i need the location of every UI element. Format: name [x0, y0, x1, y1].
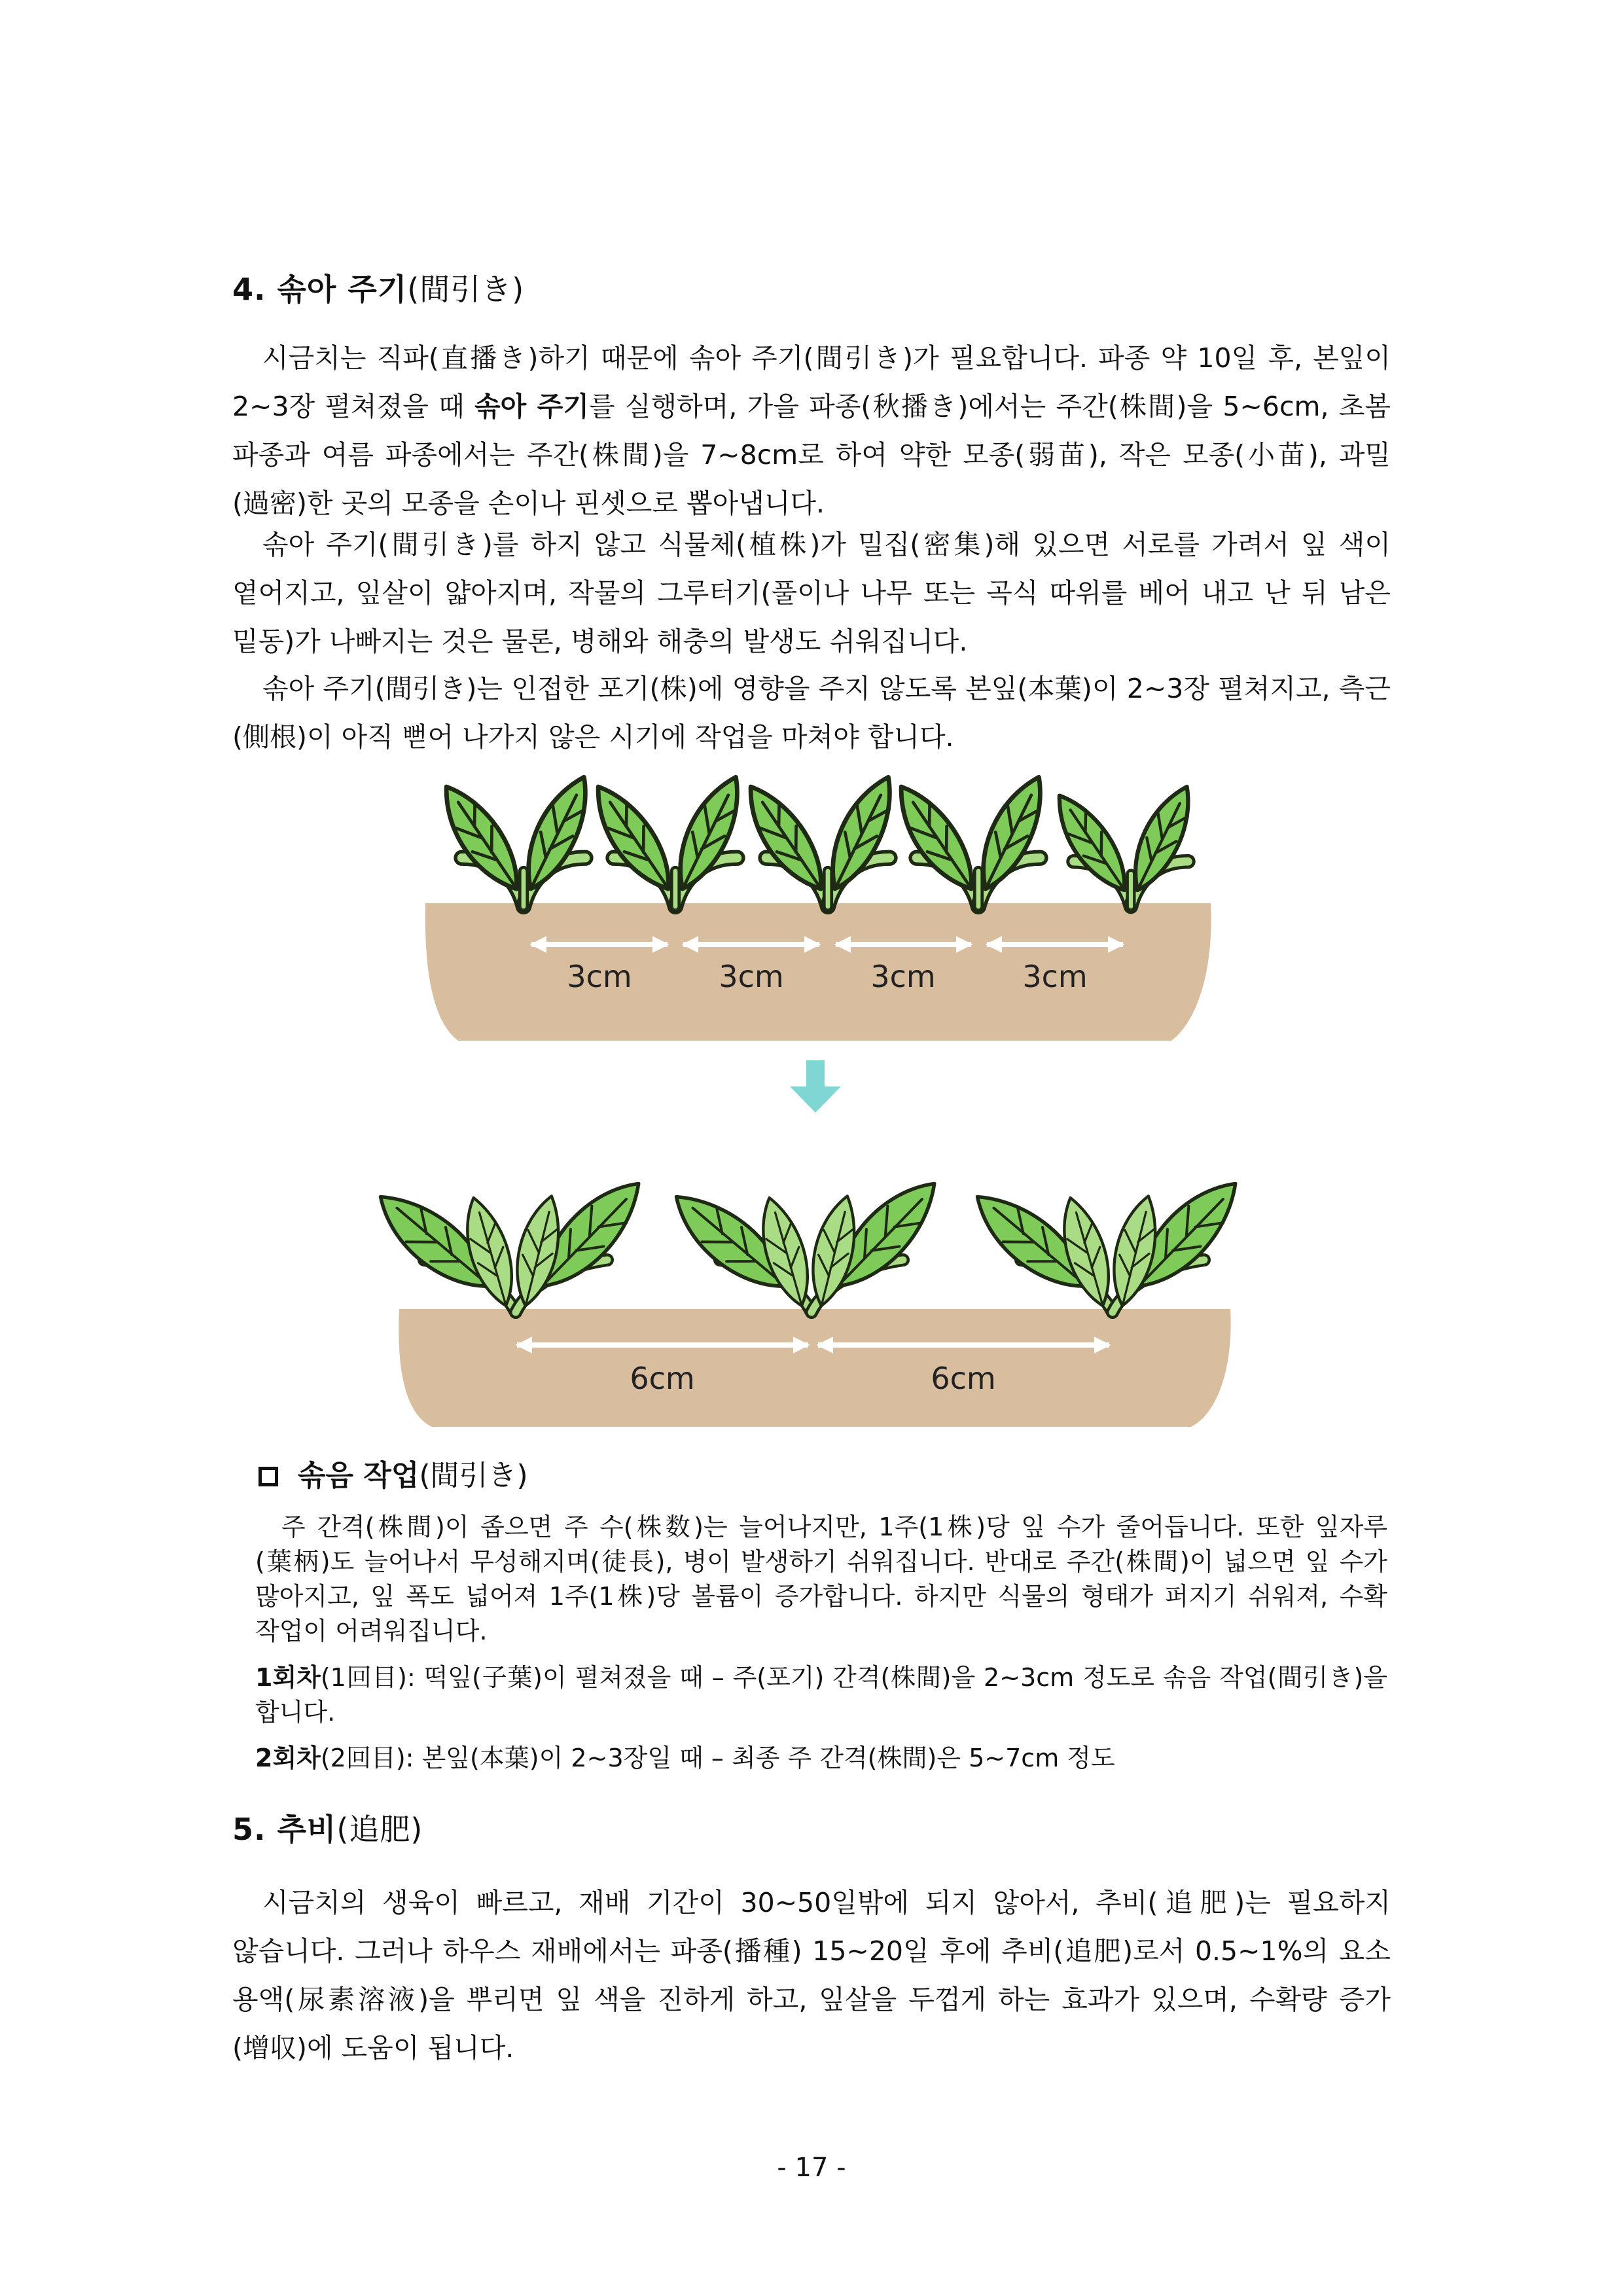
soil-after — [399, 1309, 1230, 1427]
round-1-label: 1회차 — [255, 1663, 321, 1692]
round-2-text: (2回目): 본잎(本葉)이 2~3장일 때 – 최종 주 간격(株間)은 5~7cm 정도 — [320, 1744, 1115, 1772]
para1-bold-term: 솎아 주기 — [474, 391, 590, 422]
grown-plant-3 — [964, 1169, 1254, 1312]
thinning-illustration — [0, 759, 1623, 1446]
round-1-note — [255, 1660, 1387, 1730]
section-4-number: 4. — [232, 272, 266, 307]
spacing-label-4: 3cm — [1022, 959, 1088, 994]
section-4-title-paren: (間引き) — [407, 272, 525, 307]
section-4-paragraph-1 — [232, 334, 1391, 528]
down-arrow-icon — [790, 1060, 841, 1113]
spacing-label-after-1: 6cm — [630, 1361, 695, 1396]
box-title-paren: (間引き) — [419, 1459, 528, 1492]
round-1-text: (1回目): 떡잎(子葉)이 펼쳐졌을 때 – 주(포기) 간격(株間)을 2~3cm 정도로 솎음 작업(間引き)을 합니다. — [255, 1663, 1387, 1727]
spacing-label-after-2: 6cm — [931, 1361, 996, 1396]
spacing-label-1: 3cm — [567, 959, 632, 994]
spacing-label-3: 3cm — [870, 959, 936, 994]
section-5-title-paren: (追肥) — [336, 1812, 423, 1847]
seedling-1 — [432, 769, 603, 906]
page-number: - 17 - — [777, 2153, 846, 2183]
section-4-title: 솎아 주기 — [277, 272, 408, 307]
para1-text-c: 를 실행하며, 가을 파종(秋播き)에서는 주간(株間)을 5~6cm, 초봄 파종과 여름 파종에서는 주간(株間)을 7~8cm로 하여 약한 모종(弱苗), 작은 모종(小苗), 과밀(過密)한 곳의 모종을 손이나 핀셋으로 뽑아냅니다. — [232, 391, 1391, 519]
box-title-bold: 솎음 작업 — [298, 1459, 419, 1492]
spacing-label-2: 3cm — [719, 959, 784, 994]
para1-text-a: 시금치는 직파(直播き)하기 때문에 솎아 주기(間引き)가 필요합니다. 파종 약 10일 후, 본잎이 2~3장 펼쳐졌을 때 — [232, 342, 1391, 422]
section-5-number: 5. — [232, 1812, 266, 1847]
seedling-3 — [736, 769, 908, 906]
grown-plant-2 — [663, 1169, 953, 1312]
box-paragraph: 주 간격(株間)이 좁으면 주 수(株数)는 늘어나지만, 1주(1株)당 잎 수가 줄어듭니다. 또한 잎자루(葉柄)도 늘어나서 무성해지며(徒長), 병이 발생하기 쉬워집니다. 반대로 주간(株間)이 넓으면 잎 수가 많아지고, 잎 폭도 넓어져 1주(1株)당 볼륨이 증가합니다. 하지만 식물의 형태가 퍼지기 쉬워져, 수확 작업이 어려워집니다. — [255, 1513, 1387, 1645]
round-2-note — [255, 1741, 1387, 1776]
round-2-label: 2회차 — [255, 1744, 321, 1772]
section-5-paragraph: 시금치의 생육이 빠르고, 재배 기간이 30~50일밖에 되지 않아서, 추비(追肥)는 필요하지 않습니다. 그러나 하우스 재배에서는 파종(播種) 15~20일 후에 추비(追肥)로서 0.5~1%의 요소 용액(尿素溶液)을 뿌리면 잎 색을 진하게 하고, 잎살을 두껍게 하는 효과가 있으며, 수확량 증가(增収)에 도움이 됩니다. — [232, 1887, 1391, 2064]
seedling-2 — [584, 769, 755, 906]
section-5-heading — [232, 1810, 423, 1849]
section-4-paragraph-3: 솎아 주기(間引き)는 인접한 포기(株)에 영향을 주지 않도록 본잎(本葉)이 2~3장 펼쳐지고, 측근(側根)이 아직 뻗어 나가지 않은 시기에 작업을 마쳐야 합니다. — [232, 673, 1391, 753]
square-bullet-icon — [259, 1467, 278, 1486]
seedling-4 — [887, 769, 1058, 906]
seedling-5 — [1046, 779, 1205, 906]
section-4-heading — [232, 270, 524, 309]
thinning-box-title — [259, 1456, 528, 1496]
soil-before — [425, 903, 1211, 1041]
section-4-paragraph-2: 솎아 주기(間引き)를 하지 않고 식물체(植株)가 밀집(密集)해 있으면 서로를 가려서 잎 색이 옅어지고, 잎살이 얇아지며, 작물의 그루터기(풀이나 나무 또는 곡식 따위를 베어 내고 난 뒤 남은 밑동)가 나빠지는 것은 물론, 병해와 해충의 발생도 쉬워집니다. — [232, 529, 1391, 657]
section-5-title: 추비 — [277, 1812, 337, 1847]
grown-plant-1 — [367, 1169, 657, 1312]
